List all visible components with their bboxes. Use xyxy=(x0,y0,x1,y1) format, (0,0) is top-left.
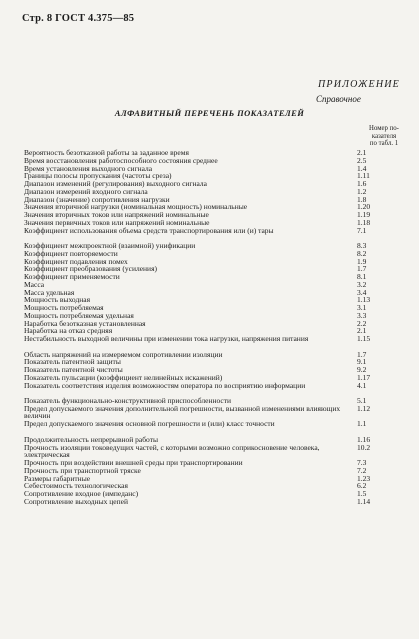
indicator-list xyxy=(24,149,406,506)
indicator-number: 8.1 xyxy=(357,272,367,281)
list-item xyxy=(24,498,406,506)
indicator-name: Показатель патентной чистоты xyxy=(24,365,123,374)
indicator-number: 7.2 xyxy=(357,465,367,475)
indicator-number: 10.2 xyxy=(357,442,371,452)
indicator-name: Прочность изоляции токоведущих частей, с которыми возможно соприкосновение человека, электрическая xyxy=(24,442,320,460)
column-header-line: Номер по- xyxy=(369,125,399,132)
indicator-name: Нестабильность выходной величины при изменении тока нагрузки, напряжения питания xyxy=(24,334,309,343)
indicator-number: 1.20 xyxy=(357,202,371,212)
list-title: АЛФАВИТНЫЙ ПЕРЕЧЕНЬ ПОКАЗАТЕЛЕЙ xyxy=(114,108,305,118)
indicator-number: 8.3 xyxy=(357,241,367,250)
indicator-number: 7.3 xyxy=(357,458,367,467)
indicator-number: 5.1 xyxy=(357,396,367,405)
appendix-title: ПРИЛОЖЕНИЕ xyxy=(318,79,400,90)
indicator-number: 1.16 xyxy=(357,434,371,444)
indicator-number: 1.12 xyxy=(357,403,371,413)
indicator-name: Сопротивление выходных цепей xyxy=(24,496,128,506)
indicator-name: Диапазон измерений входного сигнала xyxy=(24,186,148,196)
indicator-number: 2.1 xyxy=(357,326,367,336)
indicator-name: Диапазон (значение) сопротивления нагрузки xyxy=(24,194,170,204)
column-header-line: по табл. 1 xyxy=(369,140,399,147)
indicator-number: 8.2 xyxy=(357,248,367,258)
indicator-number: 1.17 xyxy=(357,372,371,382)
indicator-name: Коэффициент межпроектной (взаимной) унификации xyxy=(24,241,196,250)
indicator-number: 9.2 xyxy=(357,365,367,374)
indicator-number: 2.5 xyxy=(357,155,367,165)
indicator-name: Коэффициент подавления помех xyxy=(24,256,128,266)
indicator-number: 1.11 xyxy=(357,171,370,181)
indicator-name: Время установления выходного сигнала xyxy=(24,163,153,173)
indicator-name: Время восстановления работоспособного состояния среднее xyxy=(24,155,218,165)
indicator-number: 1.15 xyxy=(357,334,371,343)
indicator-number: 2.2 xyxy=(357,318,367,328)
indicator-name: Границы полосы пропускания (частоты среза) xyxy=(24,171,172,181)
indicator-name: Масса xyxy=(24,279,45,289)
list-item xyxy=(24,273,406,281)
page-header: Стр. 8 ГОСТ 4.375—85 xyxy=(22,13,135,24)
indicator-number: 1.5 xyxy=(357,489,367,498)
indicator-number: 1.13 xyxy=(357,295,371,305)
indicator-name: Предел допускаемого значения дополнительной погрешности, вызванной изменениями влияющих величин xyxy=(24,403,341,421)
indicator-name: Прочность при транспортной тряске xyxy=(24,465,141,475)
indicator-name: Область напряжений на измеряемом сопротивлении изоляции xyxy=(24,349,223,359)
indicator-name: Коэффициент повторяемости xyxy=(24,248,118,258)
indicator-name: Наработка на отказ средняя xyxy=(24,326,113,336)
indicator-number: 3.2 xyxy=(357,279,367,289)
indicator-number: 1.23 xyxy=(357,473,371,483)
indicator-number: 1.6 xyxy=(357,179,367,188)
indicator-name: Коэффициент использования объема средств транспортирования или (и) тары xyxy=(24,225,274,235)
indicator-name: Мощность потребляемая удельная xyxy=(24,310,134,320)
column-header-line: казателя xyxy=(371,132,397,140)
indicator-name: Размеры габаритные xyxy=(24,473,91,483)
indicator-number: 1.4 xyxy=(357,163,367,173)
indicator-number: 1.9 xyxy=(357,256,367,266)
indicator-name: Значения вторичной нагрузки (номинальная мощность) номинальные xyxy=(24,202,248,212)
indicator-number: 1.8 xyxy=(357,194,367,204)
list-item xyxy=(24,335,406,351)
list-item xyxy=(24,382,406,398)
indicator-name: Показатель функционально-конструктивной приспособленности xyxy=(24,396,232,405)
indicator-number: 9.1 xyxy=(357,357,367,367)
list-item xyxy=(24,444,406,460)
indicator-name: Предел допускаемого значения основной погрешности и (или) класс точности xyxy=(24,419,275,429)
column-header xyxy=(355,125,413,148)
indicator-name: Значения вторичных токов или напряжений номинальные xyxy=(24,210,209,219)
indicator-number: 1.14 xyxy=(357,496,371,506)
indicator-name: Сопротивление входное (импеданс) xyxy=(24,489,139,498)
indicator-number: 6.2 xyxy=(357,481,367,491)
indicator-name: Прочность при воздействии внешней среды при транспортировании xyxy=(24,458,243,467)
indicator-name: Мощность потребляемая xyxy=(24,303,104,312)
appendix-subtitle: Справочное xyxy=(316,94,361,104)
indicator-name: Наработка безотказная установленная xyxy=(24,318,146,328)
indicator-number: 3.3 xyxy=(357,310,367,320)
indicator-name: Мощность выходная xyxy=(24,295,91,305)
indicator-name: Значения первичных токов или напряжений номинальные xyxy=(24,217,210,227)
list-item xyxy=(24,405,406,421)
indicator-number: 1.1 xyxy=(357,419,367,429)
list-item xyxy=(24,281,406,289)
indicator-number: 1.19 xyxy=(357,210,371,219)
indicator-name: Показатель соответствия изделия возможностям оператора по восприятию информации xyxy=(24,380,306,390)
indicator-name: Коэффициент преобразования (усиления) xyxy=(24,264,158,274)
indicator-name: Вероятность безотказной работы за заданное время xyxy=(24,148,189,157)
indicator-name: Диапазон изменений (регулирования) выходного сигнала xyxy=(24,179,207,188)
indicator-number: 1.2 xyxy=(357,186,367,196)
indicator-number: 3.1 xyxy=(357,303,367,312)
indicator-name: Масса удельная xyxy=(24,287,75,297)
indicator-name: Себестоимость технологическая xyxy=(24,481,128,491)
indicator-name: Показатель пульсации (коэффициент нелинейных искажений) xyxy=(24,372,223,382)
indicator-number: 4.1 xyxy=(357,380,367,390)
indicator-number: 2.1 xyxy=(357,148,367,157)
list-item xyxy=(24,227,406,243)
indicator-number: 1.18 xyxy=(357,217,371,227)
indicator-name: Показатель патентной защиты xyxy=(24,357,121,367)
indicator-name: Продолжительность непрерывной работы xyxy=(24,434,159,444)
indicator-number: 7.1 xyxy=(357,225,367,235)
indicator-name: Коэффициент применяемости xyxy=(24,272,120,281)
indicator-number: 1.7 xyxy=(357,349,367,359)
indicator-number: 3.4 xyxy=(357,287,367,297)
list-item xyxy=(24,420,406,436)
indicator-number: 1.7 xyxy=(357,264,367,274)
